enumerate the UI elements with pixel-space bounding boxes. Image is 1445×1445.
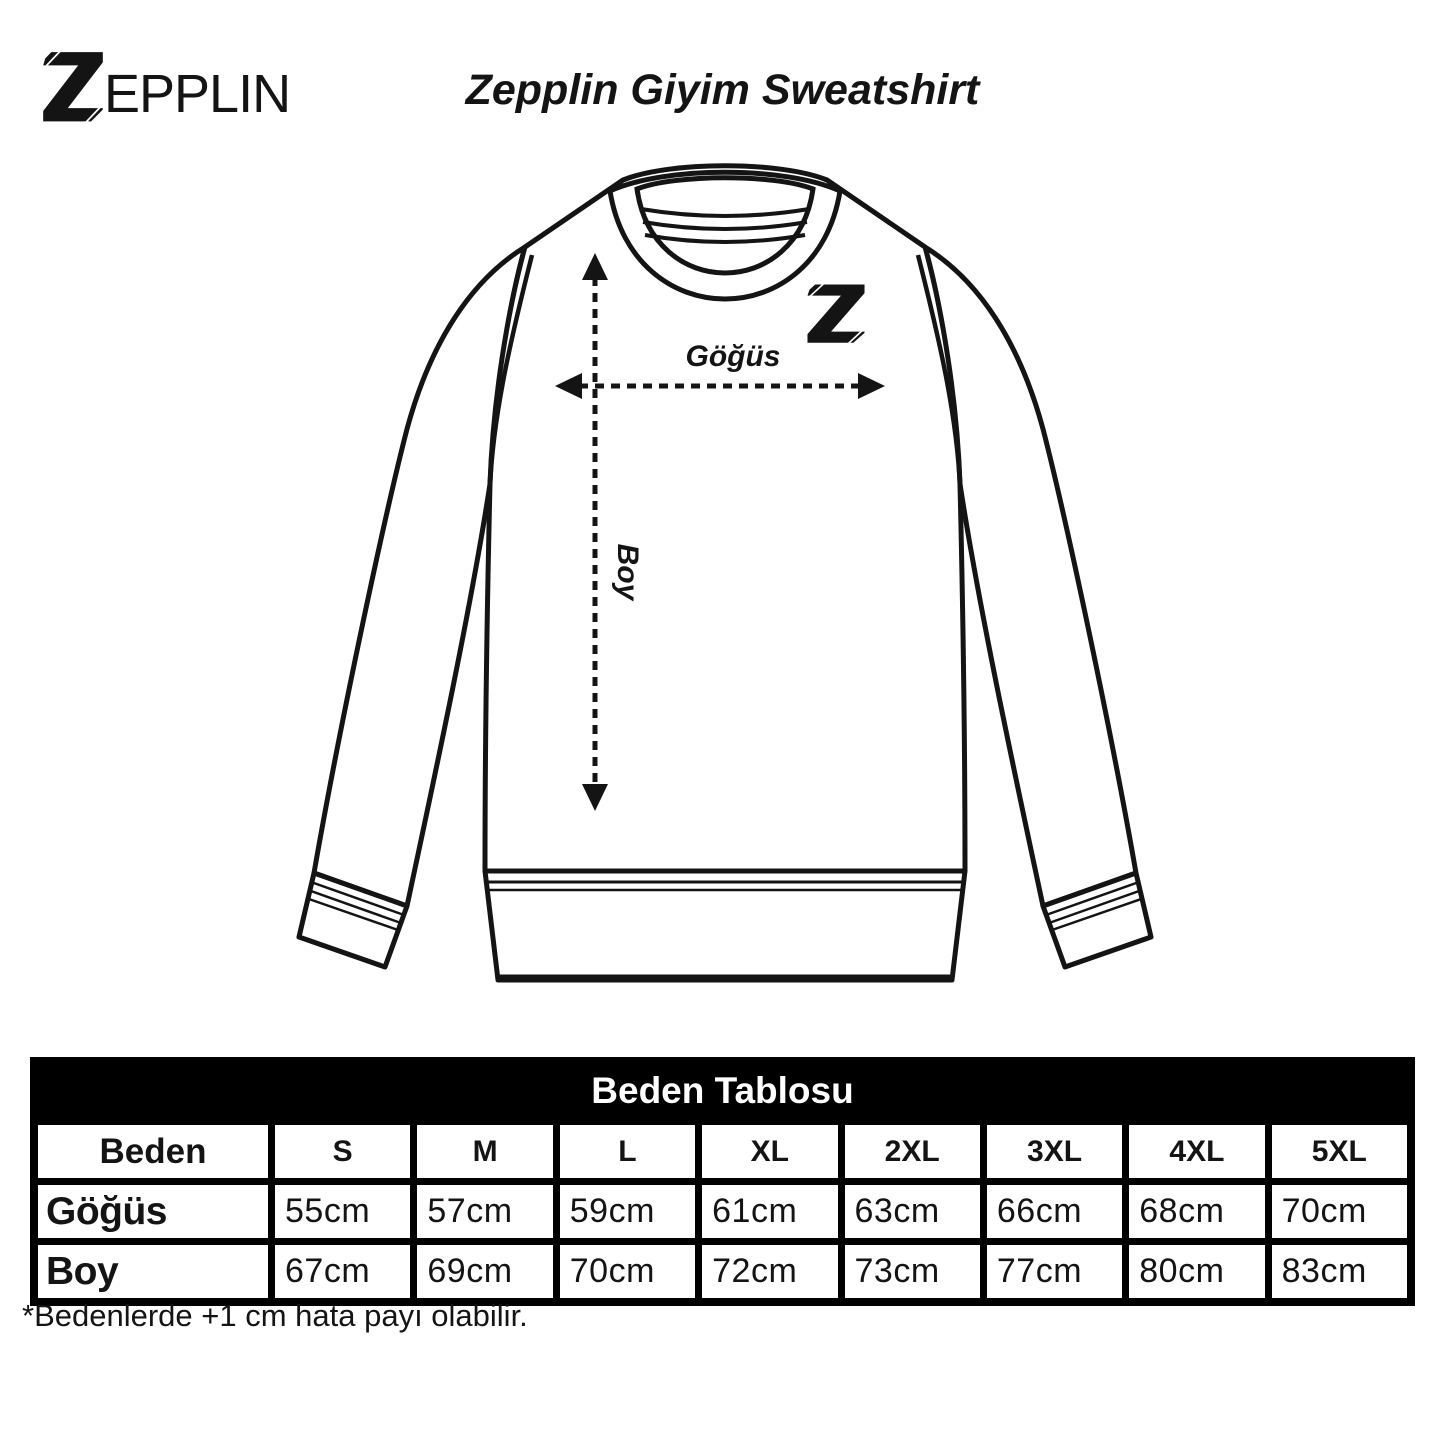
length-value: 72cm (702, 1245, 837, 1298)
size-table-title: Beden Tablosu (591, 1070, 854, 1111)
title-bold: Sweatshirt (761, 66, 980, 114)
size-col-header-3xl: 3XL (987, 1125, 1122, 1178)
length-value: 73cm (845, 1245, 980, 1298)
chest-label: Göğüs (685, 340, 781, 373)
size-col-header-m: M (417, 1125, 552, 1178)
sweatshirt-diagram (285, 148, 1165, 1010)
size-col-header-s: S (275, 1125, 410, 1178)
length-label: Boy (611, 543, 644, 601)
chest-value: 61cm (702, 1185, 837, 1238)
size-col-header-2xl: 2XL (845, 1125, 980, 1178)
length-value: 83cm (1272, 1245, 1407, 1298)
title-regular: Zepplin Giyim (465, 66, 750, 114)
tolerance-footnote: *Bedenlerde +1 cm hata payı olabilir. (22, 1298, 528, 1333)
chest-value: 68cm (1129, 1185, 1264, 1238)
chest-value: 63cm (845, 1185, 980, 1238)
page-title (0, 66, 1445, 115)
brand-name: EPPLIN (104, 64, 291, 124)
size-col-header-l: L (560, 1125, 695, 1178)
size-col-header-4xl: 4XL (1129, 1125, 1264, 1178)
size-col-header-5xl: 5XL (1272, 1125, 1407, 1178)
chest-value: 55cm (275, 1185, 410, 1238)
size-table-corner-header: Beden (38, 1125, 268, 1178)
chest-value: 59cm (560, 1185, 695, 1238)
length-value: 80cm (1129, 1245, 1264, 1298)
size-table-grid (38, 1125, 1407, 1298)
hem-band (485, 871, 965, 980)
size-table (30, 1057, 1415, 1306)
length-value: 77cm (987, 1245, 1122, 1298)
chest-value: 57cm (417, 1185, 552, 1238)
length-value: 69cm (417, 1245, 552, 1298)
chest-row-label: Göğüs (38, 1185, 268, 1238)
length-row-label: Boy (38, 1245, 268, 1298)
length-value: 70cm (560, 1245, 695, 1298)
chest-value: 66cm (987, 1185, 1122, 1238)
chest-value: 70cm (1272, 1185, 1407, 1238)
length-value: 67cm (275, 1245, 410, 1298)
size-col-header-xl: XL (702, 1125, 837, 1178)
